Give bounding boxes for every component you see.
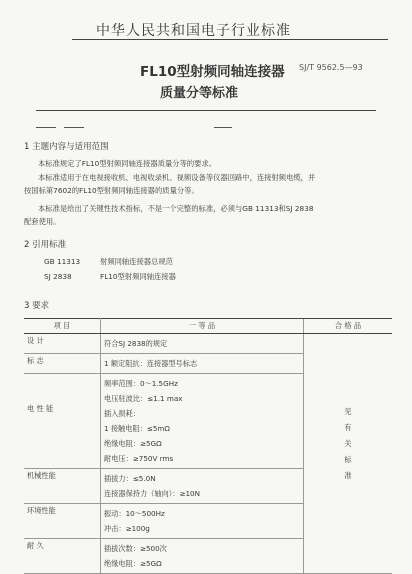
table-header-row	[24, 319, 392, 334]
section-1-paragraph: 本标准规定了FL10型射频同轴连接器质量分等的要求。	[38, 159, 217, 168]
section-3-heading: 3 要求	[24, 301, 50, 311]
document-header: 中华人民共和国电子行业标准	[96, 23, 291, 39]
title-rule	[36, 110, 376, 111]
date-dash	[64, 127, 84, 128]
row-line: 耐电压：≥750V rms	[104, 454, 174, 463]
row-line: 绝缘电阻：≥5GΩ	[104, 439, 162, 448]
requirements-table	[24, 318, 392, 574]
table-header-item: 项 目	[24, 319, 101, 334]
section-1-paragraph: 按国标第7602的FL10型射频同轴连接器的质量分等。	[24, 186, 199, 195]
row-content	[101, 539, 304, 574]
row-content	[101, 354, 304, 374]
row-line: 振动：10～500Hz	[104, 509, 165, 518]
row-line: 绝缘电阻：≥5GΩ	[104, 559, 162, 568]
date-dash	[214, 127, 232, 128]
document-subtitle: 质量分等标准	[160, 86, 239, 101]
row-label: 机械性能	[24, 469, 101, 504]
section-1-heading: 1 主题内容与适用范围	[24, 142, 109, 152]
reference-title: 射频同轴连接器总规范	[100, 257, 173, 266]
date-dash	[36, 127, 56, 128]
row-content	[101, 469, 304, 504]
vertical-char: 见	[344, 407, 352, 416]
row-label: 电 性 能	[24, 374, 101, 469]
row-line: 连接器保持力（轴向）：≥10N	[104, 489, 201, 498]
reference-title: FL10型射频同轴连接器	[100, 272, 176, 281]
row-label: 环境性能	[24, 504, 101, 539]
reference-code: GB 11313	[44, 257, 81, 266]
row-line: 插入损耗：	[104, 409, 140, 418]
section-1-paragraph: 配套使用。	[24, 217, 61, 226]
section-1-paragraph: 本标准适用于在电视接收机、电视收录机、视频设备等仪器回路中，连接射频电缆，并	[38, 173, 316, 182]
row-line: 插拔次数：≥500次	[104, 544, 167, 553]
reference-code: SJ 2838	[44, 272, 72, 281]
vertical-char: 关	[344, 439, 352, 448]
table-row	[24, 334, 392, 354]
row-line: 冲击：≥100g	[104, 524, 150, 533]
section-1-paragraph: 本标准是给出了关键性技术指标，不是一个完整的标准，必须与GB 11313和SJ 2838	[38, 204, 314, 213]
row-line: 符合SJ 2838的规定	[104, 339, 168, 348]
row-line: 电压驻波比：≤1.1 max	[104, 394, 183, 403]
vertical-char: 有	[344, 423, 352, 432]
row-content	[101, 374, 304, 469]
standard-number: SJ/T 9562.5—93	[299, 63, 363, 72]
header-rule	[72, 39, 388, 40]
vertical-char: 标	[344, 455, 352, 464]
row-label: 设 计	[24, 334, 101, 354]
row-label: 耐 久	[24, 539, 101, 574]
document-title: FL10型射频同轴连接器	[140, 64, 285, 80]
row-content	[101, 504, 304, 539]
row-line: 1 接触电阻：≤5mΩ	[104, 424, 170, 433]
row-label: 标 志	[24, 354, 101, 374]
qualified-column	[304, 334, 393, 574]
row-line: 1 额定阻抗：连接器型号标志	[104, 359, 198, 368]
table-header-qualified: 合 格 品	[304, 319, 393, 334]
section-2-heading: 2 引用标准	[24, 240, 67, 250]
vertical-char: 准	[344, 471, 352, 480]
row-line: 插拔力：≤5.0N	[104, 474, 156, 483]
row-content	[101, 334, 304, 354]
table-header-first-grade: 一 等 品	[101, 319, 304, 334]
row-line: 频率范围：0～1.5GHz	[104, 379, 178, 388]
